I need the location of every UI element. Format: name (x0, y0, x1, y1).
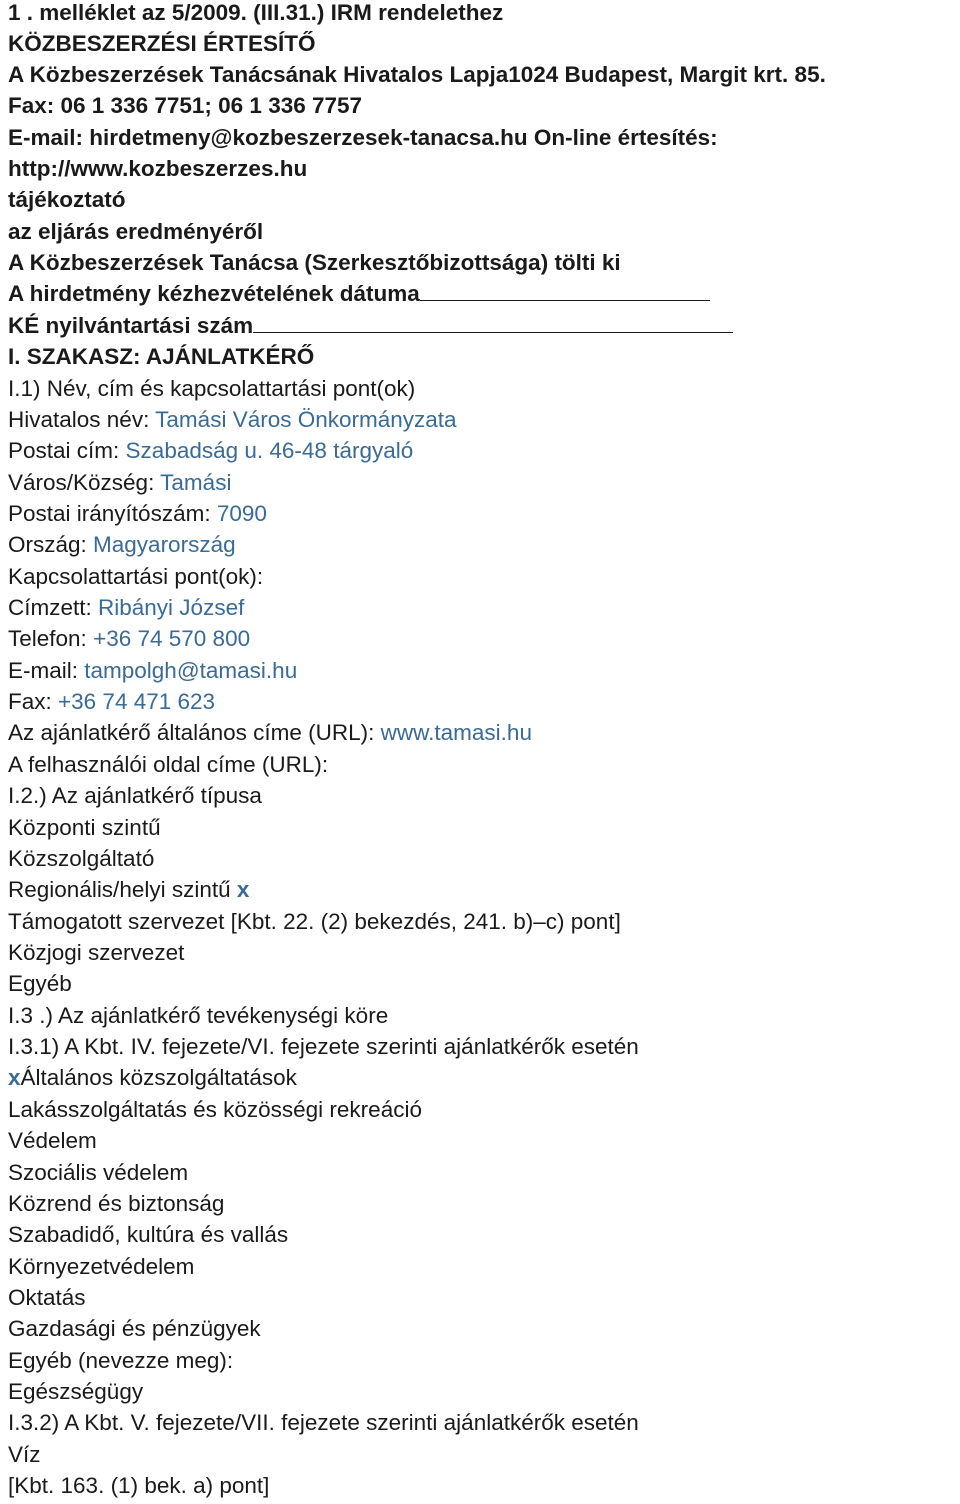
publisher-line: A Közbeszerzések Tanácsának Hivatalos Lapja1024 Budapest, Margit krt. 85. (8, 62, 826, 87)
type-utility: Közszolgáltató (8, 846, 155, 871)
filled-by-note: A Közbeszerzések Tanácsa (Szerkesztőbizottsága) tölti ki (8, 250, 621, 275)
activity-heading: I.3 .) Az ajánlatkérő tevékenységi köre (8, 1003, 389, 1028)
registration-blank (253, 310, 733, 333)
activity-education: Oktatás (8, 1285, 86, 1310)
activity-health: Egészségügy (8, 1379, 144, 1404)
activity-environment: Környezetvédelem (8, 1254, 195, 1279)
city-value: Tamási (160, 470, 232, 495)
type-regional-mark: x (236, 877, 250, 902)
document-subject: az eljárás eredményéről (8, 219, 264, 244)
contact-heading: I.1) Név, cím és kapcsolattartási pont(ok) (8, 376, 416, 401)
activity-water: Víz (8, 1442, 41, 1467)
general-url-label: Az ajánlatkérő általános címe (URL): (8, 720, 381, 745)
type-supported: Támogatott szervezet [Kbt. 22. (2) bekezdés, 241. b)–c) pont] (8, 909, 621, 934)
type-regional-label: Regionális/helyi szintű (8, 877, 237, 902)
buyer-profile-label: A felhasználói oldal címe (URL): (8, 752, 329, 777)
type-central: Központi szintű (8, 815, 161, 840)
type-public-law: Közjogi szervezet (8, 940, 185, 965)
contact-points-label: Kapcsolattartási pont(ok): (8, 564, 264, 589)
zip-row (8, 498, 267, 529)
type-other: Egyéb (8, 971, 72, 996)
addressee-label: Címzett: (8, 595, 99, 620)
fax-row (8, 686, 215, 717)
activity-general-row (8, 1062, 297, 1093)
journal-title: KÖZBESZERZÉSI ÉRTESÍTŐ (8, 31, 316, 56)
official-name-label: Hivatalos név: (8, 407, 156, 432)
city-row (8, 467, 231, 498)
country-row (8, 529, 236, 560)
receipt-date-blank (420, 278, 710, 301)
document-type: tájékoztató (8, 187, 126, 212)
registration-row (8, 310, 733, 341)
general-url-row (8, 717, 532, 748)
email-value[interactable]: tampolgh@tamasi.hu (84, 658, 298, 683)
phone-row (8, 623, 250, 654)
official-name-value: Tamási Város Önkormányzata (155, 407, 457, 432)
general-url-link[interactable]: www.tamasi.hu (380, 720, 532, 745)
fax-line: Fax: 06 1 336 7751; 06 1 336 7757 (8, 93, 363, 118)
addressee-row (8, 592, 244, 623)
receipt-date-label: A hirdetmény kézhezvételének dátuma (8, 281, 420, 306)
postal-address-label: Postai cím: (8, 438, 126, 463)
activity-general-mark: x (8, 1065, 21, 1090)
type-heading: I.2.) Az ajánlatkérő típusa (8, 783, 262, 808)
addressee-value: Ribányi József (98, 595, 245, 620)
phone-label: Telefon: (8, 626, 94, 651)
activity-general-label: Általános közszolgáltatások (20, 1065, 297, 1090)
email-label: E-mail: (8, 658, 85, 683)
country-label: Ország: (8, 532, 94, 557)
fax-value: +36 74 471 623 (58, 689, 216, 714)
activity-other: Egyéb (nevezze meg): (8, 1348, 234, 1373)
postal-address-value: Szabadság u. 46-48 tárgyaló (125, 438, 414, 463)
activity-housing: Lakásszolgáltatás és közösségi rekreáció (8, 1097, 422, 1122)
activity-defence: Védelem (8, 1128, 97, 1153)
activity-subheading-1: I.3.1) A Kbt. IV. fejezete/VI. fejezete szerinti ajánlatkérők esetén (8, 1034, 639, 1059)
activity-economic: Gazdasági és pénzügyek (8, 1316, 261, 1341)
receipt-date-row (8, 278, 710, 309)
postal-address-row (8, 435, 413, 466)
country-value: Magyarország (93, 532, 236, 557)
email-row (8, 655, 297, 686)
type-regional-row (8, 874, 249, 905)
phone-value: +36 74 570 800 (93, 626, 251, 651)
activity-social: Szociális védelem (8, 1160, 189, 1185)
city-label: Város/Község: (8, 470, 161, 495)
section-title: I. SZAKASZ: AJÁNLATKÉRŐ (8, 344, 315, 369)
fax-label: Fax: (8, 689, 59, 714)
activity-leisure: Szabadidő, kultúra és vallás (8, 1222, 289, 1247)
email-online-line: E-mail: hirdetmeny@kozbeszerzesek-tanacsa.hu On-line értesítés: (8, 125, 718, 150)
official-name-row (8, 404, 457, 435)
zip-value: 7090 (216, 501, 267, 526)
activity-public-order: Közrend és biztonság (8, 1191, 225, 1216)
activity-subheading-2: I.3.2) A Kbt. V. fejezete/VII. fejezete szerinti ajánlatkérők esetén (8, 1410, 639, 1435)
registration-label: KÉ nyilvántartási szám (8, 313, 254, 338)
website-line: http://www.kozbeszerzes.hu (8, 156, 308, 181)
annex-reference: 1 . melléklet az 5/2009. (III.31.) IRM rendelethez (8, 0, 504, 25)
zip-label: Postai irányítószám: (8, 501, 217, 526)
activity-water-reference: [Kbt. 163. (1) bek. a) pont] (8, 1473, 270, 1498)
